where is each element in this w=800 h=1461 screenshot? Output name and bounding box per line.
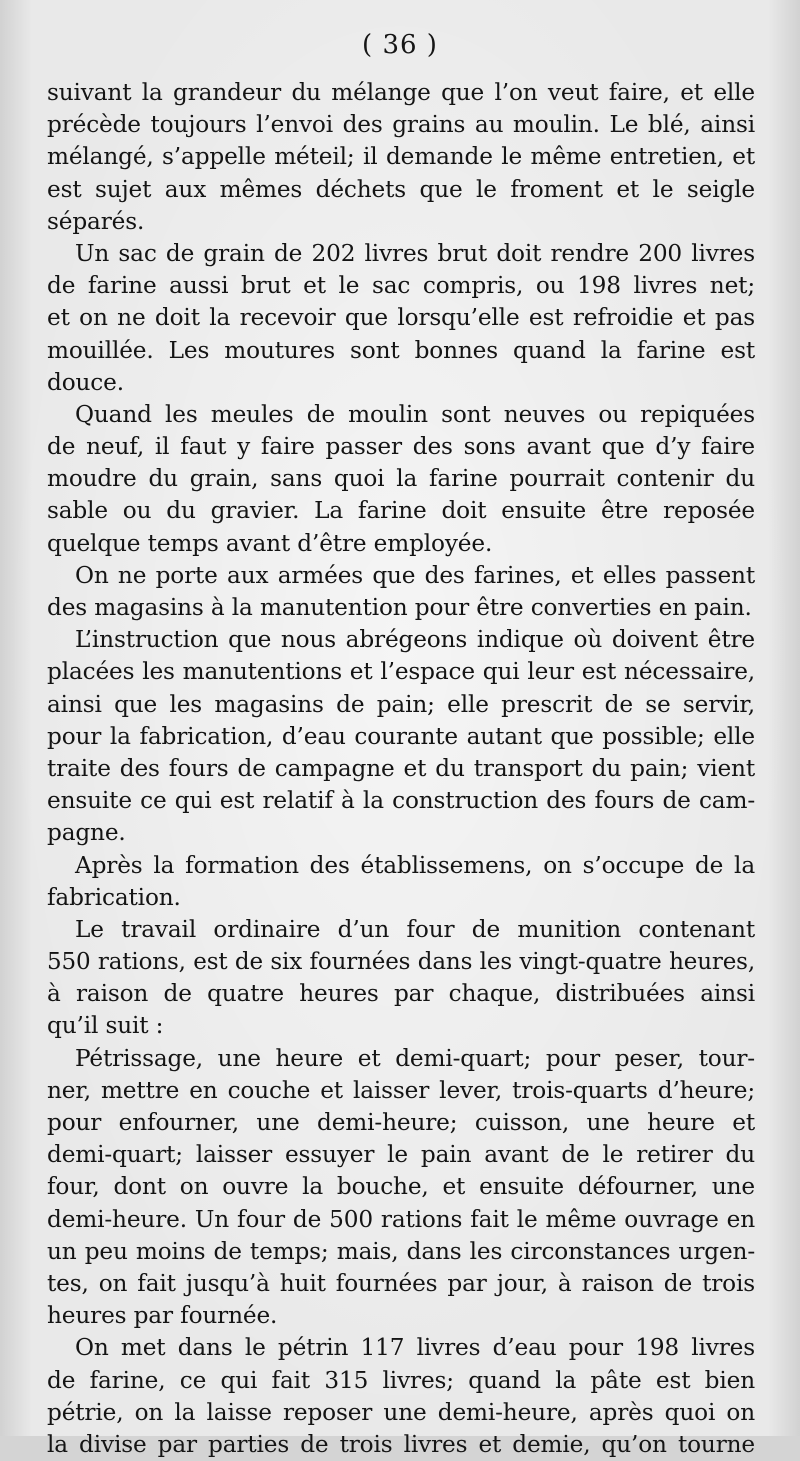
text-line: mouillée. Les moutures sont bonnes quand la farine est (47, 336, 755, 364)
text-line: des magasins à la manutention pour être converties en pain. (47, 594, 752, 621)
text-line: ner, mettre en couche et laisser lever, trois-quarts d’heure; (47, 1076, 755, 1104)
text-line: 550 rations, est de six fournées dans les vingt-quatre heures, (47, 949, 755, 976)
text-line: pour enfourner, une demi-heure; cuisson, une heure et (47, 1109, 755, 1136)
text-line: séparés. (47, 207, 145, 235)
text-line: la divise par parties de trois livres et demie, qu’on tourne (47, 1430, 755, 1458)
text-line: ainsi que les magasins de pain; elle prescrit de se servir, (47, 690, 755, 718)
text-line: placées les manutentions et l’espace qui leur est nécessaire, (47, 658, 755, 686)
body-text (47, 77, 755, 1461)
text-line: demi-heure. Un four de 500 rations fait le même ouvrage en (47, 1205, 755, 1233)
text-line: de neuf, il faut y faire passer des sons avant que d’y faire (47, 433, 755, 461)
text-line: On ne porte aux armées que des farines, et elles passent (75, 561, 755, 589)
text-line: Pétrissage, une heure et demi-quart; pour peser, tour- (75, 1044, 755, 1072)
text-line: Quand les meules de moulin sont neuves ou repiquées (75, 400, 755, 428)
text-line: tes, on fait jusqu’à huit fournées par jour, à raison de trois (47, 1269, 755, 1297)
text-line: Un sac de grain de 202 livres brut doit rendre 200 livres (75, 239, 755, 267)
text-line: fabrication. (47, 883, 181, 911)
text-line: pagne. (47, 819, 126, 847)
text-line: Après la formation des établissemens, on s’occupe de la (75, 851, 755, 879)
text-line: heures par fournée. (47, 1302, 278, 1330)
text-line: de farine aussi brut et le sac compris, ou 198 livres net; (47, 272, 755, 300)
text-line: un peu moins de temps; mais, dans les circonstances urgen- (47, 1237, 755, 1265)
text-line: précède toujours l’envoi des grains au moulin. Le blé, ainsi (47, 111, 755, 139)
text-line: est sujet aux mêmes déchets que le froment et le seigle (47, 175, 755, 203)
text-line: ensuite ce qui est relatif à la construction des fours de cam- (47, 787, 755, 815)
text-line: à raison de quatre heures par chaque, distribuées ainsi (47, 980, 755, 1008)
text-line: suivant la grandeur du mélange que l’on veut faire, et elle (47, 79, 755, 106)
text-line: L’instruction que nous abrégeons indique où doivent être (75, 626, 755, 654)
page-number-header: ( 36 ) (362, 30, 438, 60)
text-line: Le travail ordinaire d’un four de munition contenant (75, 915, 755, 943)
text-line: On met dans le pétrin 117 livres d’eau pour 198 livres (75, 1334, 755, 1362)
text-line: pour la fabrication, d’eau courante autant que possible; elle (47, 722, 755, 750)
text-line: traite des fours de campagne et du transport du pain; vient (47, 754, 755, 782)
text-line: sable ou du gravier. La farine doit ensuite être reposée (47, 497, 755, 525)
text-line: et on ne doit la recevoir que lorsqu’elle est refroidie et pas (47, 304, 755, 332)
text-line: douce. (47, 368, 124, 396)
text-line: qu’il suit : (47, 1012, 164, 1040)
text-line: quelque temps avant d’être employée. (47, 529, 493, 557)
text-line: de farine, ce qui fait 315 livres; quand la pâte est bien (47, 1366, 755, 1394)
text-line: mélangé, s’appelle méteil; il demande le même entretien, et (47, 143, 755, 171)
text-line: four, dont on ouvre la bouche, et ensuite défourner, une (47, 1173, 755, 1201)
text-line: pétrie, on la laisse reposer une demi-heure, après quoi on (47, 1398, 755, 1426)
text-line: moudre du grain, sans quoi la farine pourrait contenir du (47, 465, 755, 493)
text-line: demi-quart; laisser essuyer le pain avant de le retirer du (47, 1141, 755, 1169)
